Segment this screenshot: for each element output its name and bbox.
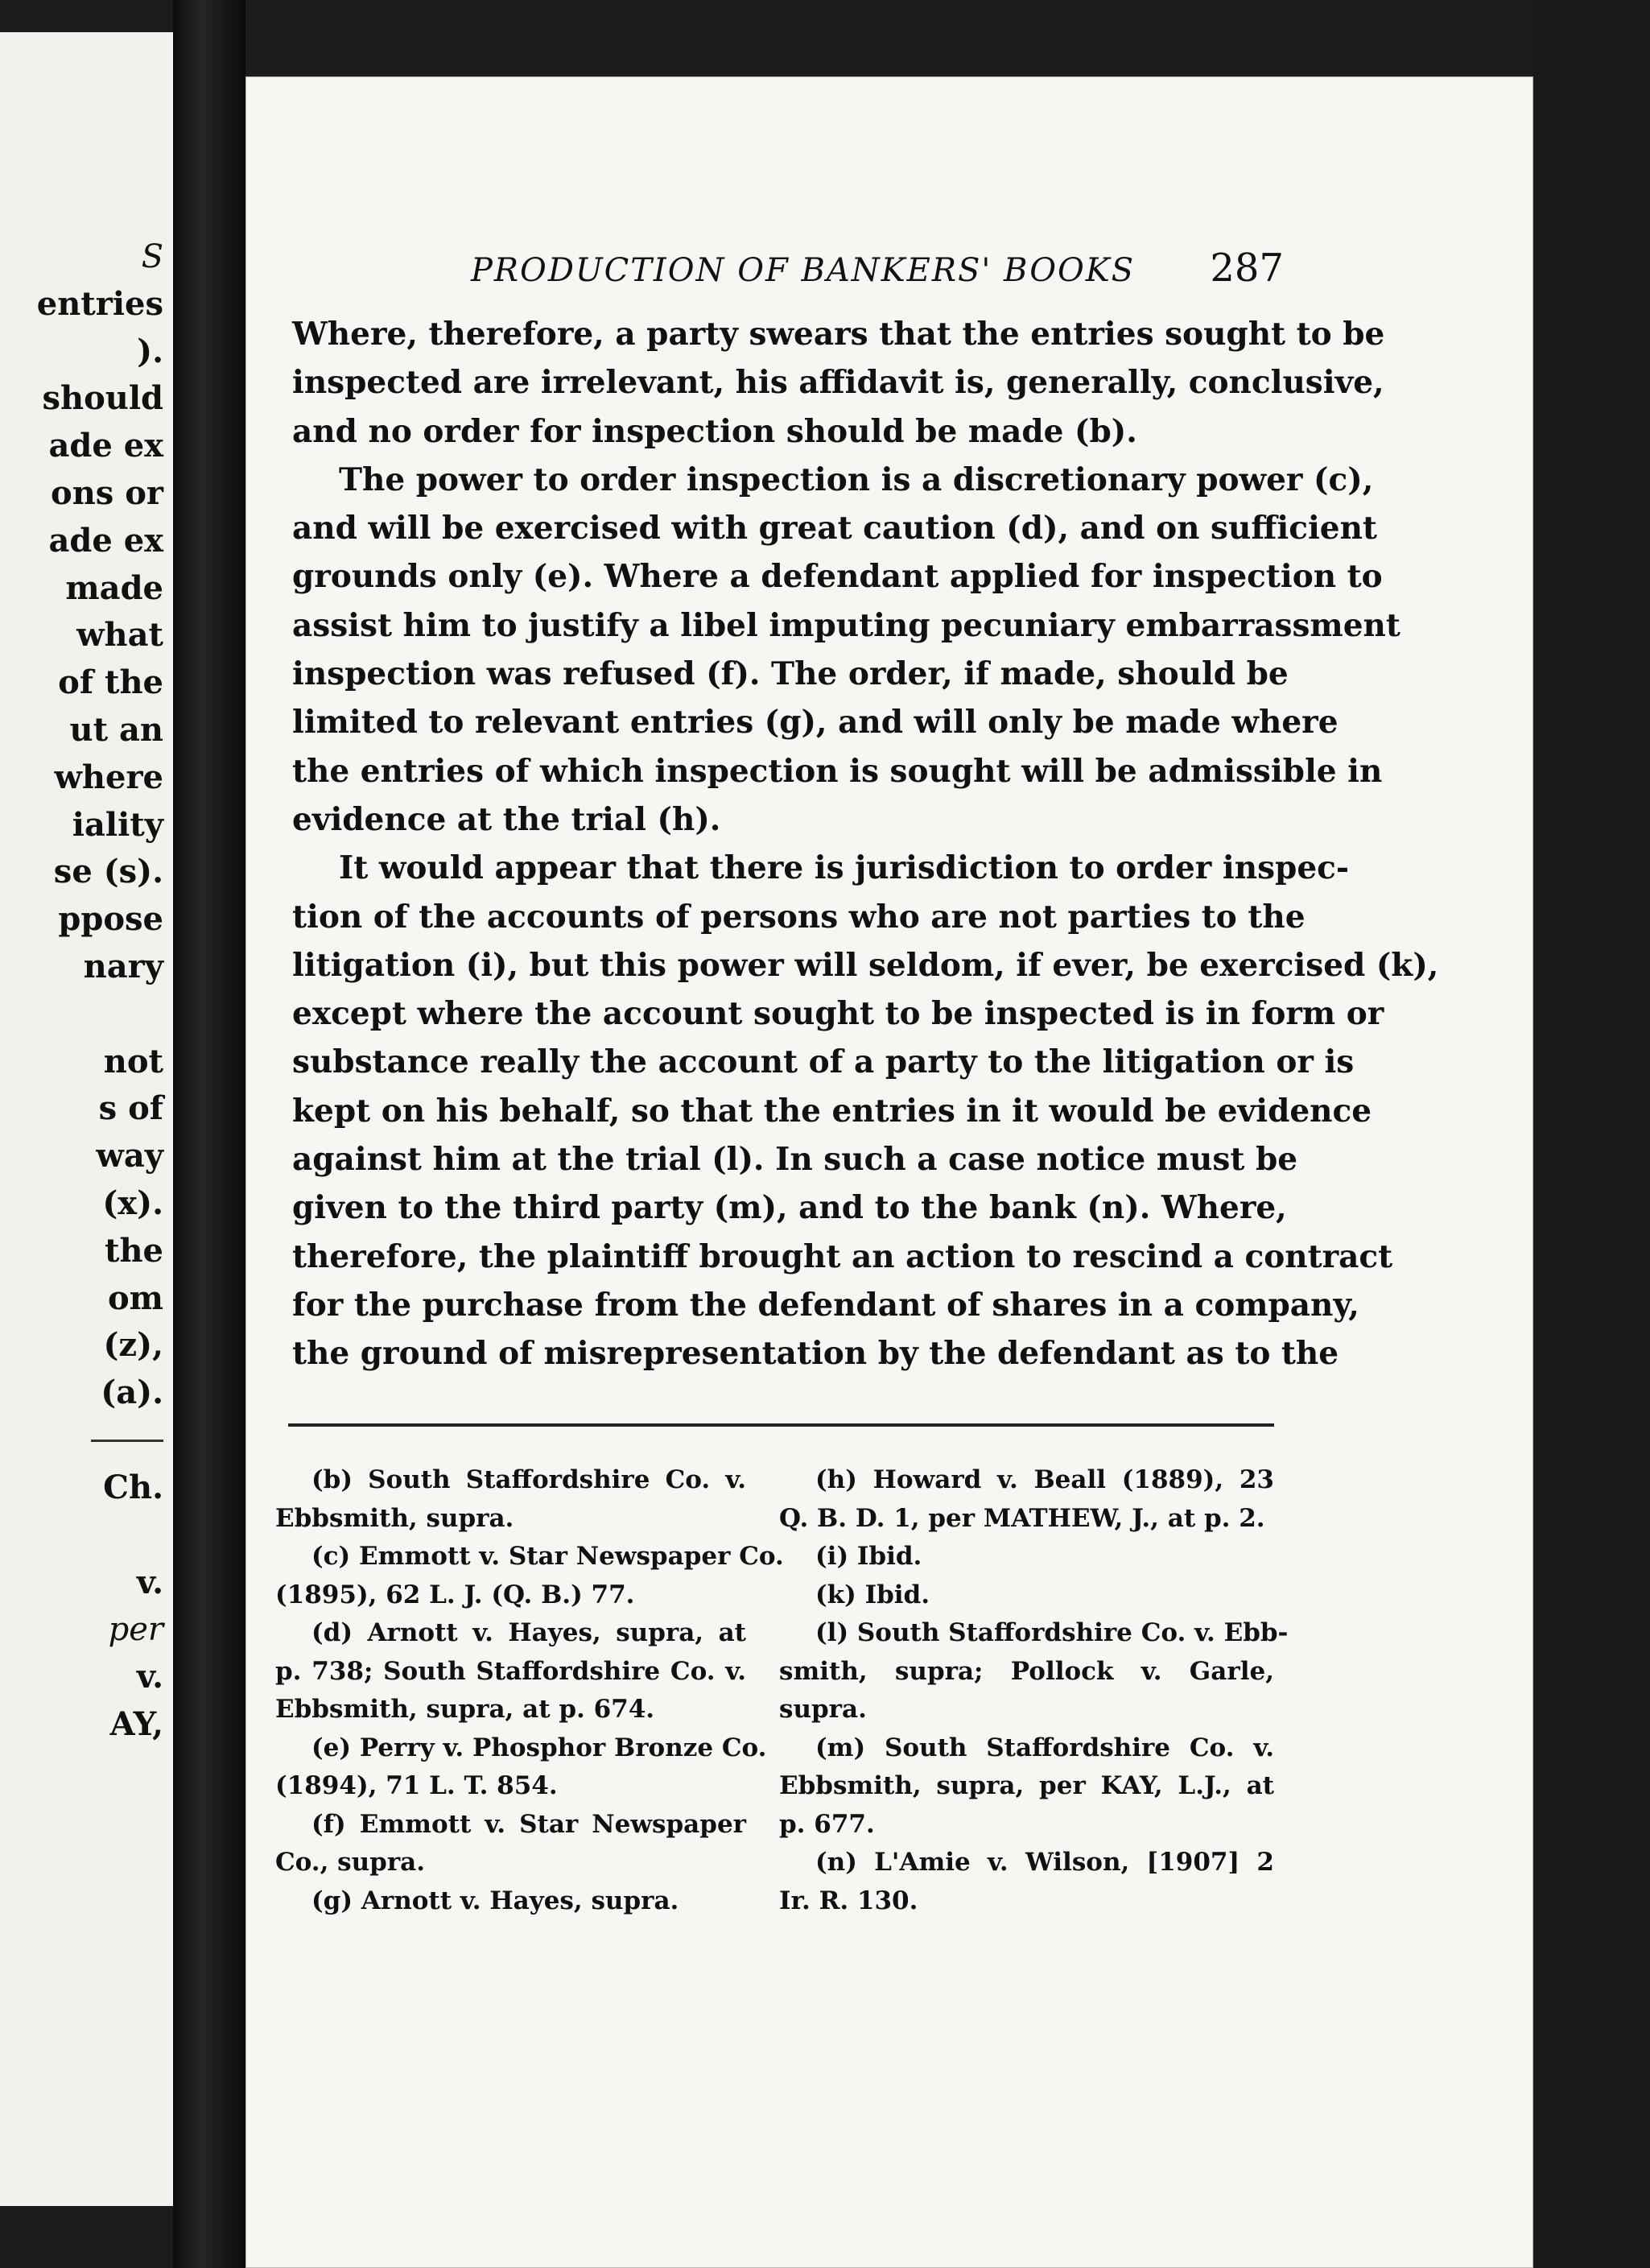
- footnote: [779, 1461, 1274, 1538]
- left-page-fragment: where: [54, 758, 163, 796]
- footnote: [275, 1729, 767, 1806]
- body-line: the entries of which inspection is sought will be admissible in: [292, 752, 1383, 790]
- left-page-fragment: of the: [58, 663, 163, 702]
- footnotes-left-column: [275, 1461, 784, 1920]
- footnote-line: Ebbsmith, supra, at p. 674.: [275, 1695, 655, 1724]
- footnote-line: Q. B. D. 1, per MATHEW, J., at p. 2.: [779, 1503, 1265, 1533]
- left-page-fragment: (z),: [103, 1326, 163, 1365]
- body-line: evidence at the trial (h).: [292, 800, 721, 838]
- left-page-fragment: entries: [36, 284, 163, 323]
- body-line: It would appear that there is jurisdiction to order inspec-: [339, 849, 1350, 887]
- footnote-line: (g) Arnott v. Hayes, supra.: [311, 1886, 679, 1915]
- body-line: and no order for inspection should be made (b).: [292, 412, 1137, 450]
- body-line: except where the account sought to be inspected is in form or: [292, 995, 1384, 1033]
- page-number: 287: [1210, 246, 1284, 291]
- body-line: for the purchase from the defendant of shares in a company,: [292, 1286, 1359, 1324]
- body-line: kept on his behalf, so that the entries in it would be evidence: [292, 1092, 1372, 1130]
- left-page-fragment: nary: [83, 947, 163, 985]
- left-page-fragment: v.: [136, 1658, 163, 1696]
- footnote-line: Co., supra.: [275, 1848, 426, 1877]
- footnote-line: (b) South Staffordshire Co. v.: [311, 1465, 746, 1494]
- body-line: litigation (i), but this power will seldom, if ever, be exercised (k),: [292, 946, 1439, 984]
- footnote-line: smith, supra; Pollock v. Garle,: [779, 1656, 1274, 1686]
- left-page-fragment: ut an: [69, 710, 163, 749]
- page-header-title: PRODUCTION OF BANKERS' BOOKS: [471, 252, 1136, 289]
- left-page-fragment: om: [107, 1279, 163, 1317]
- footnote: [779, 1844, 1274, 1920]
- footnote-line: (m) South Staffordshire Co. v.: [815, 1733, 1274, 1762]
- body-line: assist him to justify a libel imputing pecuniary embarrassment: [292, 606, 1400, 644]
- footnote-line: (k) Ibid.: [815, 1580, 930, 1609]
- left-page-fragment: way: [96, 1137, 163, 1175]
- footnote: [275, 1538, 784, 1614]
- footnote-line: p. 677.: [779, 1809, 875, 1839]
- footnote: [779, 1729, 1274, 1845]
- body-line: inspection was refused (f). The order, if made, should be: [292, 655, 1289, 693]
- footnote-line: (d) Arnott v. Hayes, supra, at: [311, 1618, 746, 1647]
- footnote: [779, 1614, 1289, 1729]
- left-page-fragment: AY,: [109, 1704, 163, 1743]
- body-line: limited to relevant entries (g), and will only be made where: [292, 704, 1339, 742]
- footnote: [779, 1538, 1274, 1576]
- left-page-fragment: should: [42, 379, 163, 418]
- left-page-fragment: the: [104, 1231, 163, 1270]
- footnote-line: (c) Emmott v. Star Newspaper Co.: [311, 1542, 784, 1571]
- left-page-fragment: ons or: [51, 473, 163, 512]
- right-background: [1533, 0, 1650, 2268]
- body-text: [292, 310, 1439, 1378]
- footnote-line: (h) Howard v. Beall (1889), 23: [815, 1465, 1274, 1494]
- body-paragraph: [292, 456, 1400, 844]
- left-page-fragment: s of: [98, 1089, 163, 1128]
- footnote: [275, 1614, 746, 1729]
- footnote-line: Ir. R. 130.: [779, 1886, 918, 1915]
- footnote-line: (n) L'Amie v. Wilson, [1907] 2: [815, 1848, 1274, 1877]
- left-page-fragment: ade ex: [48, 521, 163, 560]
- left-page-fragment: (a).: [101, 1374, 163, 1412]
- body-line: the ground of misrepresentation by the defendant as to the: [292, 1335, 1339, 1373]
- left-page-fragment: not: [103, 1042, 163, 1080]
- left-page-fragment: ).: [137, 332, 163, 370]
- body-line: substance really the account of a party to the litigation or is: [292, 1043, 1355, 1081]
- footnote-line: (1895), 62 L. J. (Q. B.) 77.: [275, 1580, 635, 1609]
- footnote-divider: [288, 1423, 1274, 1427]
- left-page-fragment: Ch.: [103, 1468, 163, 1506]
- body-line: therefore, the plaintiff brought an action to rescind a contract: [292, 1237, 1393, 1275]
- left-page-fragment: S: [141, 238, 163, 275]
- footnotes-right-column: [779, 1461, 1289, 1920]
- body-line: given to the third party (m), and to the bank (n). Where,: [292, 1189, 1287, 1227]
- left-page-rule: [91, 1440, 163, 1442]
- left-page-fragment: [37, 1512, 163, 1560]
- left-page-fragment: (x).: [102, 1184, 163, 1222]
- left-page-fragment: [37, 991, 163, 1039]
- left-page-fragment: per: [108, 1611, 163, 1649]
- body-paragraph: [292, 310, 1385, 456]
- body-line: The power to order inspection is a discretionary power (c),: [339, 461, 1374, 498]
- body-paragraph: [292, 844, 1439, 1378]
- body-line: and will be exercised with great caution (d), and on sufficient: [292, 510, 1377, 547]
- footnote: [275, 1806, 746, 1882]
- footnote-line: (e) Perry v. Phosphor Bronze Co.: [311, 1733, 767, 1762]
- footnote: [779, 1576, 1274, 1615]
- left-page-fragment: ade ex: [48, 427, 163, 465]
- left-page-text-fragments: [37, 233, 163, 1749]
- body-line: Where, therefore, a party swears that the entries sought to be: [292, 316, 1385, 353]
- left-facing-page: [0, 32, 173, 2206]
- book-gutter: [173, 0, 245, 2268]
- body-line: inspected are irrelevant, his affidavit is, generally, conclusive,: [292, 364, 1384, 402]
- footnote-line: (l) South Staffordshire Co. v. Ebb-: [815, 1618, 1289, 1647]
- footnote-line: (f) Emmott v. Star Newspaper: [311, 1809, 746, 1839]
- footnote-line: (i) Ibid.: [815, 1542, 922, 1571]
- left-page-fragment: what: [76, 616, 163, 655]
- body-line: grounds only (e). Where a defendant applied for inspection to: [292, 558, 1383, 596]
- footnote-line: supra.: [779, 1695, 867, 1724]
- footnote-line: p. 738; South Staffordshire Co. v.: [275, 1656, 746, 1686]
- running-head: [245, 246, 1284, 291]
- left-page-fragment: iality: [72, 805, 163, 844]
- footnote: [275, 1882, 746, 1921]
- footnote-line: (1894), 71 L. T. 854.: [275, 1771, 558, 1800]
- left-page-fragment: se (s).: [53, 853, 163, 891]
- left-page-fragment: v.: [136, 1563, 163, 1601]
- left-page-fragment: made: [65, 568, 163, 607]
- footnote: [275, 1461, 746, 1538]
- footnote-line: Ebbsmith, supra, per KAY, L.J., at: [779, 1771, 1274, 1800]
- left-page-fragment: ppose: [58, 900, 163, 939]
- body-line: tion of the accounts of persons who are not parties to the: [292, 898, 1306, 936]
- body-line: against him at the trial (l). In such a case notice must be: [292, 1141, 1298, 1179]
- footnote-line: Ebbsmith, supra.: [275, 1503, 514, 1533]
